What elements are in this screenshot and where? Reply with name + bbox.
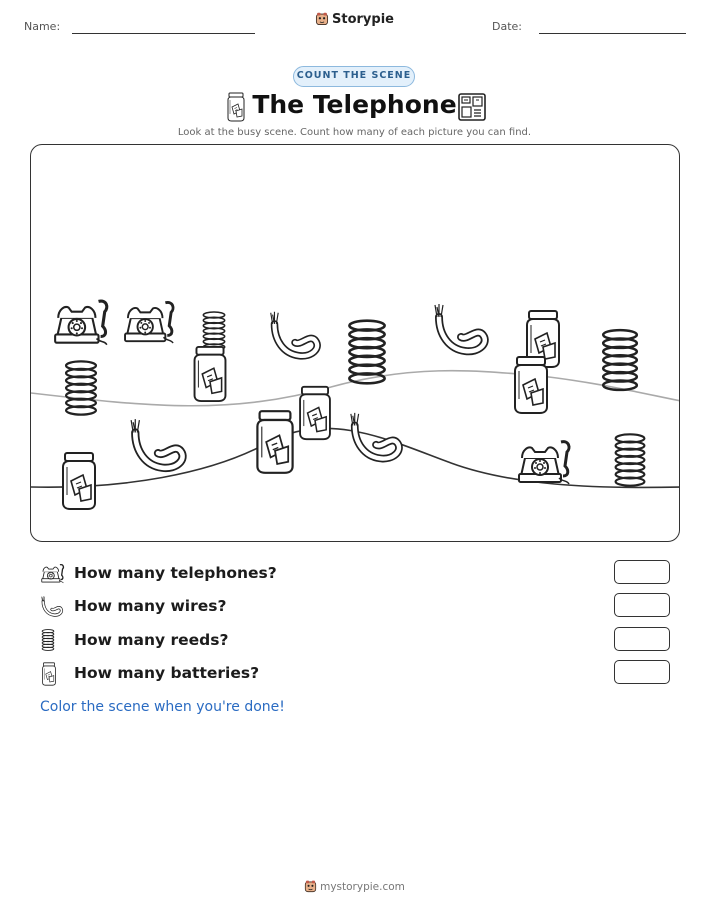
date-field[interactable] <box>539 33 686 34</box>
question-text: How many telephones? <box>74 564 277 582</box>
reed-icon <box>349 321 384 384</box>
brand <box>0 12 709 27</box>
wire-icon <box>435 304 485 351</box>
reed-icon <box>616 434 645 485</box>
question-telephones <box>40 561 670 587</box>
wire-icon <box>271 312 317 356</box>
footer-url[interactable]: mystorypie.com <box>320 881 405 893</box>
reed-icon <box>40 629 56 651</box>
telephone-icon <box>519 442 569 484</box>
answer-box-batteries[interactable] <box>614 660 670 684</box>
telephone-icon <box>55 301 107 345</box>
instructions: Look at the busy scene. Count how many of each picture you can find. <box>177 127 532 138</box>
question-text: How many wires? <box>74 597 227 615</box>
battery-icon <box>515 357 547 413</box>
reed-icon <box>203 312 224 350</box>
question-text: How many batteries? <box>74 664 260 682</box>
battery-icon <box>300 387 330 439</box>
name-label: Name: <box>24 20 61 33</box>
storypie-logo-icon <box>315 12 329 26</box>
battery-icon <box>257 411 292 473</box>
page-title: The Telephone <box>252 90 457 119</box>
battery-icon <box>40 662 58 686</box>
question-text: How many reeds? <box>74 631 229 649</box>
brand-name: Storypie <box>332 12 394 27</box>
answer-box-wires[interactable] <box>614 593 670 617</box>
question-reeds <box>40 628 670 654</box>
reed-icon <box>66 361 96 414</box>
name-field[interactable] <box>72 33 255 34</box>
reed-icon <box>603 330 637 390</box>
date-label: Date: <box>492 20 522 33</box>
question-wires <box>40 594 670 620</box>
wire-icon <box>131 419 182 468</box>
battery-icon <box>63 453 95 509</box>
footer <box>0 880 709 893</box>
battery-icon <box>195 347 226 401</box>
storypie-logo-icon <box>304 880 317 893</box>
busy-scene <box>30 144 680 542</box>
count-the-scene-badge: COUNT THE SCENE <box>293 66 415 87</box>
telephone-icon <box>125 302 173 343</box>
question-batteries <box>40 661 670 687</box>
answer-box-telephones[interactable] <box>614 560 670 584</box>
color-instruction: Color the scene when you're done! <box>40 699 285 715</box>
circuit-board-icon <box>457 92 487 122</box>
wire-icon <box>40 595 64 619</box>
answer-box-reeds[interactable] <box>614 627 670 651</box>
telephone-icon <box>40 562 66 584</box>
